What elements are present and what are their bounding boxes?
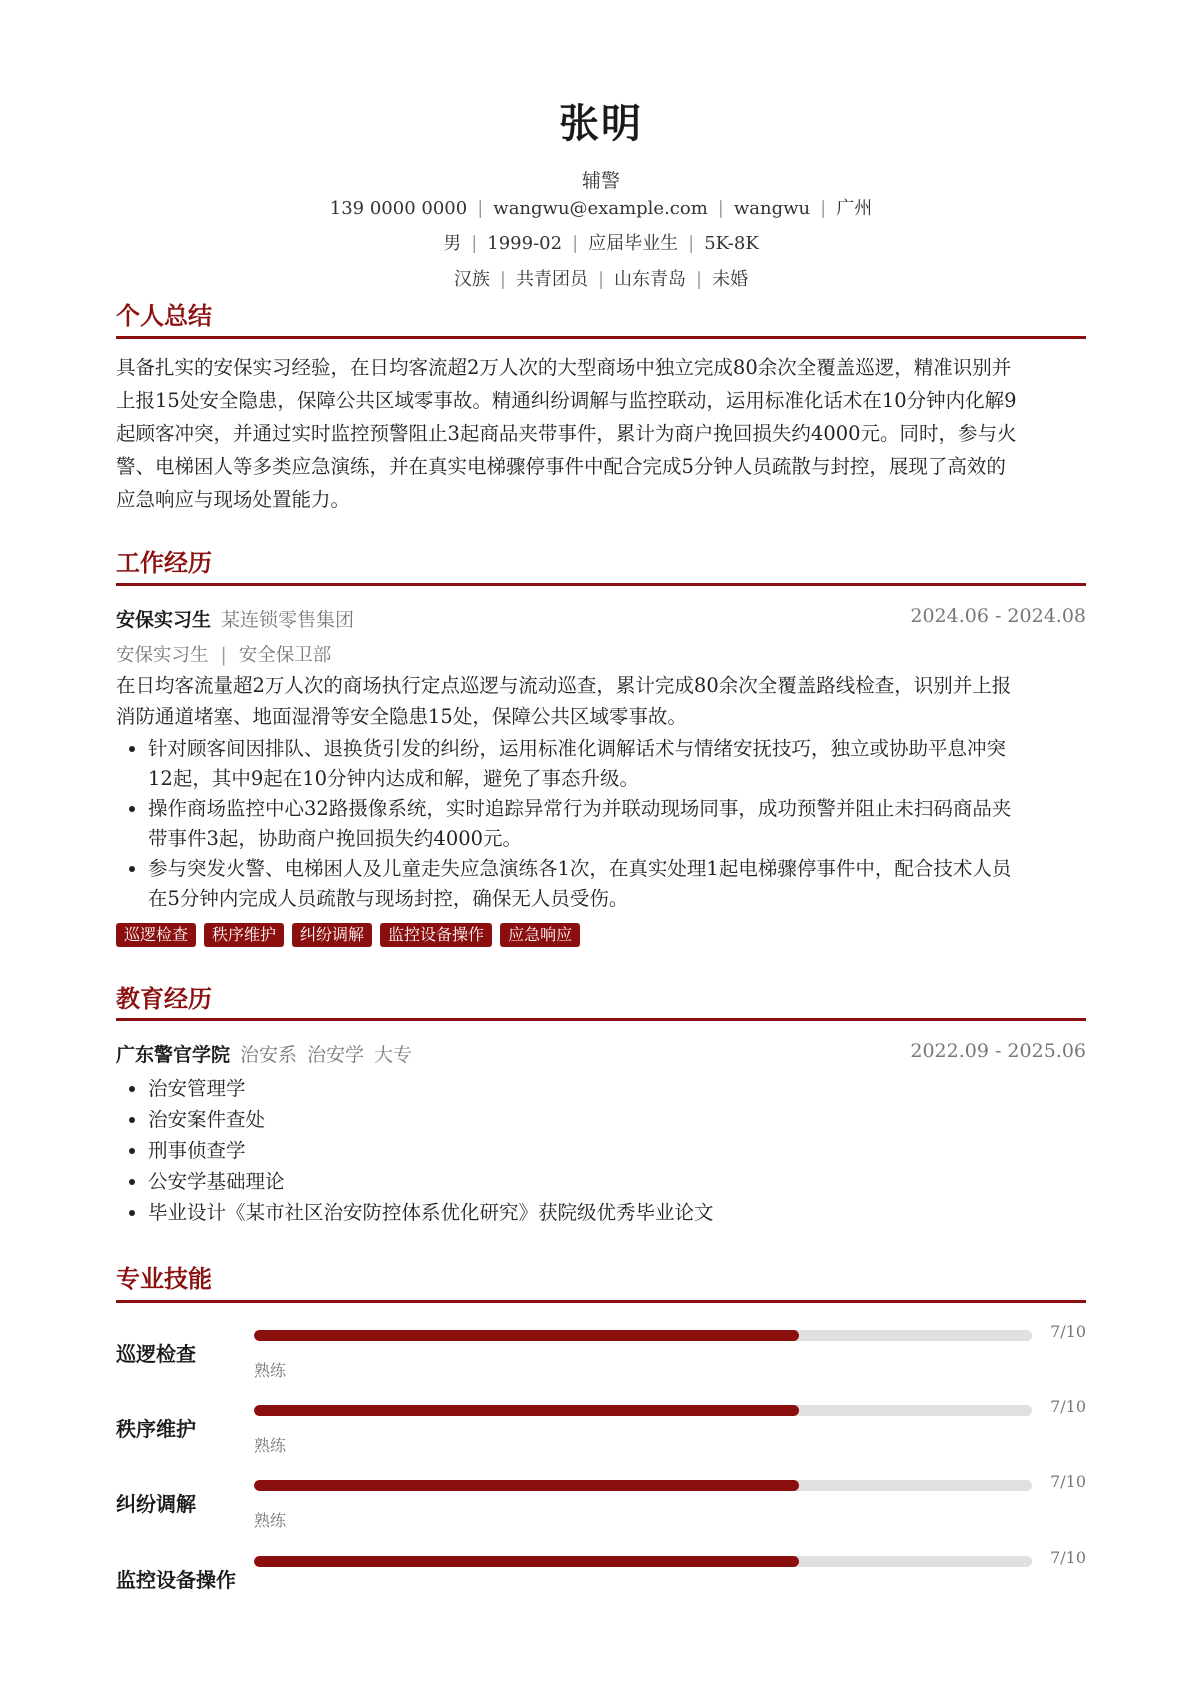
job-position: 安保实习生 [116,645,209,666]
contact-line: 139 0000 0000 | wangwu@example.com | wangwu | 广州 [329,198,873,219]
city: 广州 [836,198,873,219]
major: 治安学 [307,1044,365,1066]
skill-score: 7/10 [1050,1322,1086,1341]
birth: 1999-02 [487,233,563,254]
job-subtitle: 安保实习生 | 安全保卫部 [116,645,332,666]
skills-title: 专业技能 [116,1264,212,1293]
work-title: 工作经历 [116,548,212,577]
skill-row [116,1548,1086,1618]
skill-name: 秩序维护 [116,1417,196,1441]
tag: 应急响应 [500,923,580,947]
basic-info-line: 男 | 1999-02 | 应届毕业生 | 5K-8K [443,233,759,254]
extra-info-line: 汉族 | 共青团员 | 山东青岛 | 未婚 [453,269,749,290]
course-list [116,1073,1086,1228]
salary: 5K-8K [704,233,759,254]
department: 治安系 [240,1044,298,1066]
skill-bar [254,1405,1032,1416]
skill-bar-fill [254,1556,799,1567]
skill-score: 7/10 [1050,1397,1086,1416]
summary-line: 警、电梯困人等多类应急演练，并在真实电梯骤停事件中配合完成5分钟人员疏散与封控，展现了高效的 [116,455,1006,478]
job-date: 2024.06 - 2024.08 [910,605,1086,627]
phone: 139 0000 0000 [329,198,468,219]
work-rule [116,583,1086,586]
degree: 大专 [374,1044,413,1066]
candidate-role: 辅警 [581,170,620,192]
school-name: 广东警官学院 [116,1044,231,1066]
email[interactable]: wangwu@example.com [493,198,708,219]
job-bullet: • 参与突发火警、电梯困人及儿童走失应急演练各1次，在真实处理1起电梯骤停事件中，配合技术人员 在5分钟内完成人员疏散与现场封控，确保无人员受伤。 [148,854,1086,914]
skills-rule [116,1300,1086,1303]
skill-bar-fill [254,1480,799,1491]
skill-row [116,1322,1086,1392]
skill-bar-fill [254,1330,799,1341]
course-item: • 治安案件查处 [148,1104,1086,1135]
skill-level: 熟练 [254,1436,287,1455]
course-item: • 刑事侦查学 [148,1135,1086,1166]
summary-text [116,351,1086,516]
job-desc-line: 在日均客流量超2万人次的商场执行定点巡逻与流动巡查，累计完成80余次全覆盖路线检查，识别并上报 [116,674,1012,697]
skill-level: 熟练 [254,1511,287,1530]
skill-score: 7/10 [1050,1472,1086,1491]
hometown: 山东青岛 [614,269,687,290]
job-department: 安全保卫部 [238,645,332,666]
education-header [116,1040,1086,1067]
skill-row [116,1397,1086,1467]
skill-level: 熟练 [254,1361,287,1380]
skill-score: 7/10 [1050,1548,1086,1567]
skill-bar [254,1556,1032,1567]
education-rule [116,1018,1086,1021]
skill-row [116,1472,1086,1542]
summary-line: 应急响应与现场处置能力。 [116,488,351,511]
course-item: • 治安管理学 [148,1073,1086,1104]
education-date: 2022.09 - 2025.06 [910,1040,1086,1062]
skill-name: 监控设备操作 [116,1568,236,1592]
skill-tags [116,923,580,947]
job-header [116,605,1086,632]
job-description [116,670,1086,732]
ethnicity: 汉族 [453,269,490,290]
tag: 监控设备操作 [380,923,492,947]
course-item: • 毕业设计《某市社区治安防控体系优化研究》获院级优秀毕业论文 [148,1197,1086,1228]
skill-bar [254,1480,1032,1491]
job-org: 某连锁零售集团 [221,609,355,631]
job-bullets [116,734,1086,914]
skill-name: 纠纷调解 [116,1492,196,1516]
job-bullet: • 操作商场监控中心32路摄像系统，实时追踪异常行为并联动现场同事，成功预警并阻止未扫码商品夹 带事件3起，协助商户挽回损失约4000元。 [148,794,1086,854]
summary-line: 上报15处安全隐患，保障公共区域零事故。精通纠纷调解与监控联动，运用标准化话术在10分钟内化解9 [116,389,1017,412]
tag: 秩序维护 [204,923,284,947]
tag: 巡逻检查 [116,923,196,947]
summary-title: 个人总结 [116,301,212,330]
course-item: • 公安学基础理论 [148,1166,1086,1197]
skill-bar-fill [254,1405,799,1416]
job-title: 安保实习生 [116,609,212,631]
candidate-name: 张明 [559,100,643,147]
marital-status: 未婚 [712,269,749,290]
status: 应届毕业生 [588,233,679,254]
summary-line: 具备扎实的安保实习经验，在日均客流超2万人次的大型商场中独立完成80余次全覆盖巡逻，精准识别并 [116,356,1012,379]
gender: 男 [443,233,462,254]
wechat: wangwu [733,198,811,219]
education-title: 教育经历 [116,984,212,1013]
job-bullet: • 针对顾客间因排队、退换货引发的纠纷，运用标准化调解话术与情绪安抚技巧，独立或协助平息冲突 12起，其中9起在10分钟内达成和解，避免了事态升级。 [148,734,1086,794]
job-desc-line: 消防通道堵塞、地面湿滑等安全隐患15处，保障公共区域零事故。 [116,705,687,728]
summary-rule [116,336,1086,339]
political-status: 共青团员 [515,269,588,290]
skill-bar [254,1330,1032,1341]
tag: 纠纷调解 [292,923,372,947]
skill-name: 巡逻检查 [116,1342,196,1366]
summary-line: 起顾客冲突，并通过实时监控预警阻止3起商品夹带事件，累计为商户挽回损失约4000元。同时，参与火 [116,422,1017,445]
